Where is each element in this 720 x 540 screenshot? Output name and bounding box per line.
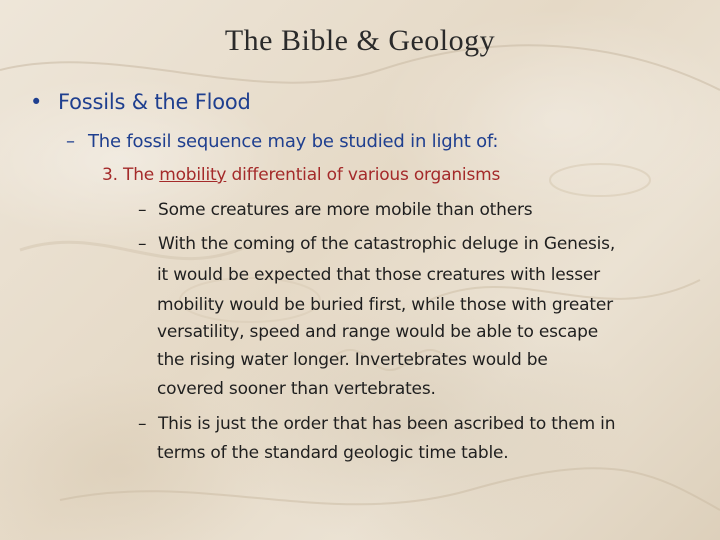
bullet-fossils-flood (30, 90, 251, 114)
numbered-point-mobility (102, 165, 500, 185)
bullet-text: Fossils & the Flood (58, 90, 251, 114)
point-prefix: 3. The (102, 165, 160, 185)
item-line: versatility, speed and range would be able to escape (157, 322, 598, 342)
dash-marker: – (138, 234, 147, 254)
item-line: covered sooner than vertebrates. (157, 379, 436, 399)
dash-marker: – (138, 200, 147, 220)
item-line: mobility would be buried first, while those with greater (157, 295, 613, 315)
item-line: it would be expected that those creatures with lesser (157, 265, 600, 285)
item-line: terms of the standard geologic time table. (157, 443, 509, 463)
item-mobile-creatures (138, 200, 532, 220)
bullet-marker: • (30, 90, 43, 114)
item-catastrophic-deluge (138, 234, 615, 254)
slide-title: The Bible & Geology (224, 24, 496, 57)
sub-bullet-text: The fossil sequence may be studied in light of: (88, 131, 499, 152)
item-line: the rising water longer. Invertebrates would be (157, 350, 548, 370)
point-suffix: differential of various organisms (226, 165, 501, 185)
item-geologic-order (138, 414, 615, 434)
item-line: This is just the order that has been ascribed to them in (158, 414, 616, 434)
dash-marker: – (66, 131, 75, 152)
sub-bullet-fossil-sequence (66, 131, 498, 152)
dash-marker: – (138, 414, 147, 434)
item-text: Some creatures are more mobile than others (158, 200, 533, 220)
item-line: With the coming of the catastrophic deluge in Genesis, (158, 234, 616, 254)
point-emphasis: mobility (159, 165, 227, 185)
